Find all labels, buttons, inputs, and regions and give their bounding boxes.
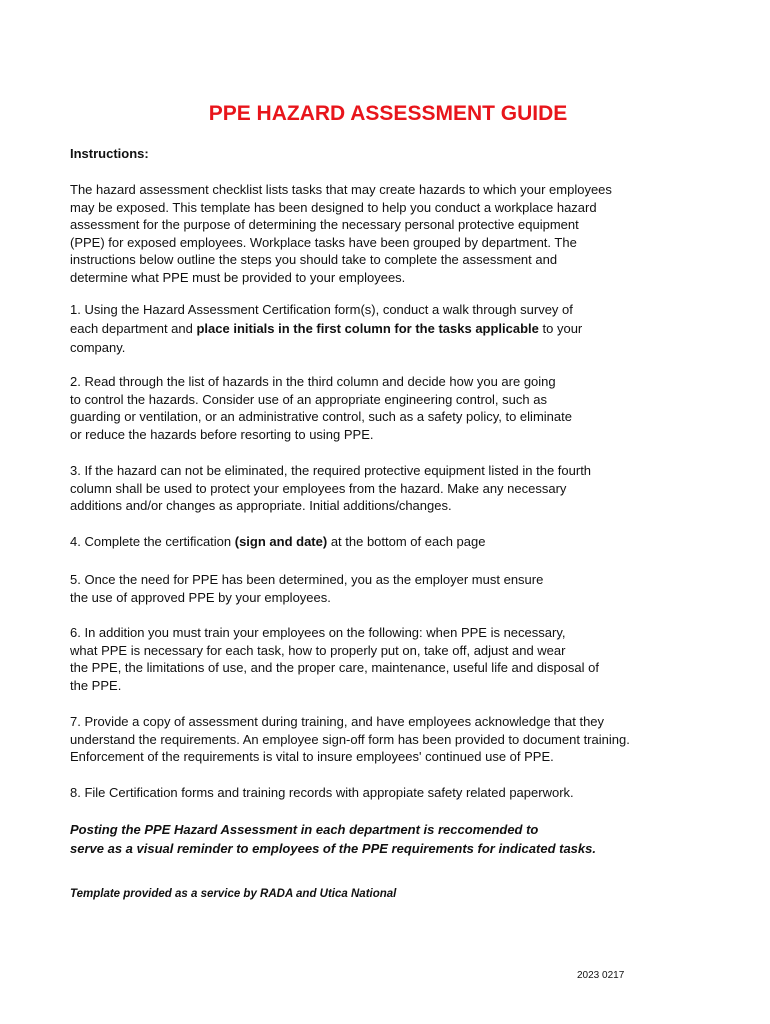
posting-line: serve as a visual reminder to employees of the PPE requirements for indicated tasks. (70, 841, 596, 856)
step-3-line: additions and/or changes as appropriate. Initial additions/changes. (70, 498, 452, 514)
step-2-line: or reduce the hazards before resorting to using PPE. (70, 426, 374, 442)
instructions-heading: Instructions: (70, 146, 149, 161)
step-6-line: the PPE, the limitations of use, and the proper care, maintenance, useful life and disposal of (70, 660, 599, 676)
document-code: 2023 0217 (577, 970, 625, 981)
step-1-emphasis: place initials in the first column for the tasks applicable (196, 321, 539, 336)
step-3-line: column shall be used to protect your employees from the hazard. Make any necessary (70, 480, 567, 496)
step-8-line: 8. File Certification forms and training records with appropiate safety related paperwork. (70, 785, 574, 800)
template-credit: Template provided as a service by RADA and Utica National (70, 888, 397, 900)
page-title: PPE HAZARD ASSESSMENT GUIDE (208, 102, 568, 125)
step-1-line (70, 319, 680, 338)
step-7-line: Enforcement of the requirements is vital to insure employees' continued use of PPE. (70, 749, 554, 765)
intro-paragraph (70, 181, 680, 287)
posting-recommendation (70, 820, 596, 858)
step-5-line: the use of approved PPE by your employees. (70, 589, 331, 605)
step-4-text: 4. Complete the certification (70, 534, 235, 549)
step-5-line: 5. Once the need for PPE has been determined, you as the employer must ensure (70, 572, 544, 587)
step-1-line: company. (70, 340, 126, 355)
intro-line: determine what PPE must be provided to your employees. (70, 269, 406, 285)
step-1-text: to your (538, 321, 583, 336)
step-4-text: at the bottom of each page (327, 534, 486, 549)
step-2-line: to control the hazards. Consider use of an appropriate engineering control, such as (70, 391, 547, 407)
intro-line: The hazard assessment checklist lists tasks that may create hazards to which your employees (70, 182, 612, 197)
intro-line: (PPE) for exposed employees. Workplace tasks have been grouped by department. The (70, 234, 577, 250)
step-5-paragraph (70, 571, 680, 606)
step-6-line: the PPE. (70, 677, 122, 693)
step-3-line: 3. If the hazard can not be eliminated, the required protective equipment listed in the fourth (70, 463, 592, 478)
step-2-line: 2. Read through the list of hazards in the third column and decide how you are going (70, 374, 556, 389)
step-6-paragraph (70, 624, 680, 694)
step-4-line (70, 533, 680, 551)
posting-line: Posting the PPE Hazard Assessment in each department is reccomended to (70, 822, 539, 837)
step-8-paragraph (70, 784, 680, 802)
step-1-text: each department and (70, 321, 197, 336)
step-1-line: 1. Using the Hazard Assessment Certification form(s), conduct a walk through survey of (70, 302, 573, 317)
step-7-paragraph (70, 713, 680, 766)
intro-line: instructions below outline the steps you should take to complete the assessment and (70, 252, 558, 268)
step-3-paragraph (70, 462, 680, 515)
step-2-line: guarding or ventilation, or an administrative control, such as a safety policy, to eliminate (70, 409, 572, 425)
step-6-line: 6. In addition you must train your employees on the following: when PPE is necessary, (70, 625, 566, 640)
step-4-paragraph (70, 533, 680, 551)
intro-line: may be exposed. This template has been designed to help you conduct a workplace hazard (70, 199, 597, 215)
step-6-line: what PPE is necessary for each task, how to properly put on, take off, adjust and wear (70, 642, 566, 658)
step-7-line: understand the requirements. An employee sign-off form has been provided to document training. (70, 731, 630, 747)
step-7-line: 7. Provide a copy of assessment during training, and have employees acknowledge that they (70, 714, 605, 729)
intro-line: assessment for the purpose of determining the necessary personal protective equipment (70, 217, 579, 233)
step-4-emphasis: (sign and date) (234, 534, 328, 549)
step-2-paragraph (70, 373, 680, 443)
step-1-paragraph (70, 300, 680, 357)
